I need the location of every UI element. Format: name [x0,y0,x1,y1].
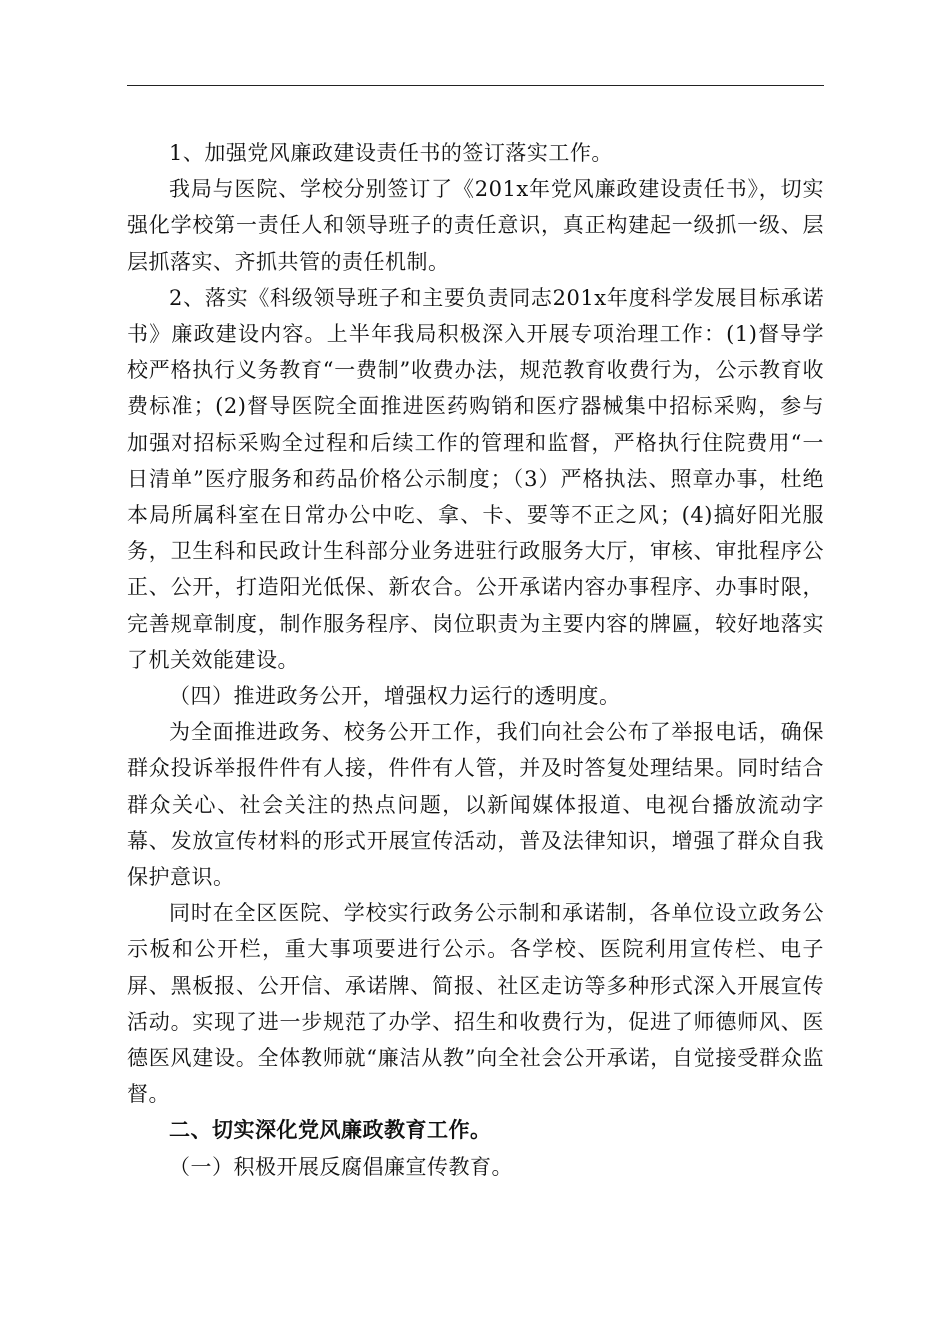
header-rule [127,85,824,86]
paragraph-section-4-title: （四）推进政务公开，增强权力运行的透明度。 [169,684,621,709]
paragraph-item-2: 2、落实《科级领导班子和主要负责同志201x年度科学发展目标承诺书》廉政建设内容。上半年我局积极深入开展专项治理工作：(1)督导学校严格执行义务教育“一费制”收费办法，规范教育收费行为，公示教育收费标准；(2)督导医院全面推进医药购销和医疗器械集中招标采购，参与加强对招标采购全过程和后续工作的管理和监督，严格执行住院费用“一日清单”医疗服务和药品价格公示制度；（3）严格执法、照章办事，杜绝本局所属科室在日常办公中吃、拿、卡、要等不正之风；(4)搞好阳光服务，卫生科和民政计生科部分业务进驻行政服务大厅，审核、审批程序公正、公开，打造阳光低保、新农合。公开承诺内容办事程序、办事时限，完善规章制度，制作服务程序、岗位职责为主要内容的牌匾，较好地落实了机关效能建设。 [127,285,824,672]
paragraph-public-affairs: 为全面推进政务、校务公开工作，我们向社会公布了举报电话，确保群众投诉举报件件有人接，件件有人管，并及时答复处理结果。同时结合群众关心、社会关注的热点问题，以新闻媒体报道、电视台播放流动字幕、发放宣传材料的形式开展宣传活动，普及法律知识，增强了群众自我保护意识。 [127,720,824,890]
paragraph-disclosure-system: 同时在全区医院、学校实行政务公示制和承诺制，各单位设立政务公示板和公开栏，重大事项要进行公示。各学校、医院利用宣传栏、电子屏、黑板报、公开信、承诺牌、简报、社区走访等多种形式深入开展宣传活动。实现了进一步规范了办学、招生和收费行为，促进了师德师风、医德医风建设。全体教师就“廉洁从教”向全社会公开承诺，自觉接受群众监督。 [127,901,824,1107]
paragraph-subsection-1-title: （一）积极开展反腐倡廉宣传教育。 [169,1154,513,1179]
paragraph-responsibility-letter: 我局与医院、学校分别签订了《201x年党风廉政建设责任书》，切实强化学校第一责任人和领导班子的责任意识，真正构建起一级抓一级、层层抓落实、齐抓共管的责任机制。 [127,177,824,274]
document-body [127,135,824,1185]
paragraph-item-1: 1、加强党风廉政建设责任书的签订落实工作。 [169,141,613,165]
section-heading-2: 二、切实深化党风廉政教育工作。 [169,1118,492,1143]
